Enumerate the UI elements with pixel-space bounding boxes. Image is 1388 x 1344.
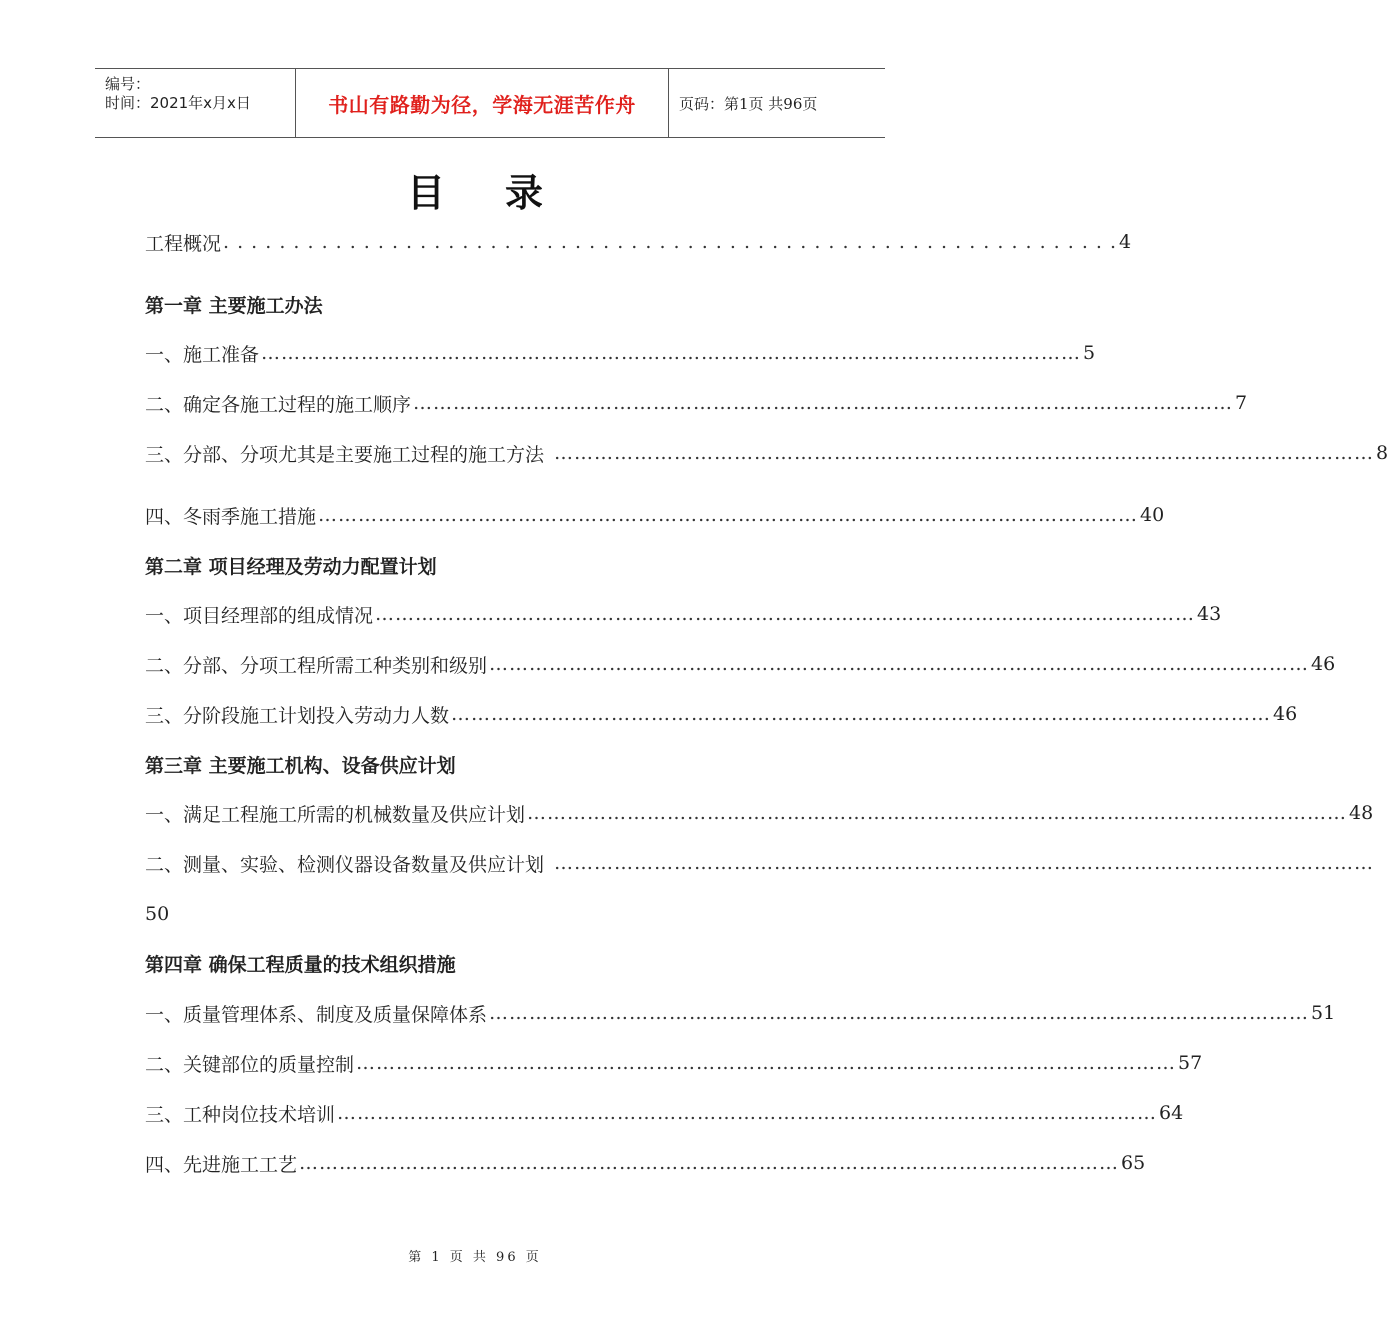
toc-entry-page: 46 [1311,653,1336,675]
toc-chapter-title: 第三章 主要施工机构、设备供应计划 [145,754,456,777]
toc-chapter-title: 第二章 项目经理及劳动力配置计划 [145,555,437,578]
toc-entry-title: 一、施工准备 [145,343,260,366]
toc-chapter[interactable] [145,547,837,583]
toc-entry-title: 三、分阶段施工计划投入劳动力人数 [145,704,450,727]
toc-leader-dots: …………………………………………………………………………………………………………… [489,653,1310,675]
toc-leader-dots: …………………………………………………………………………………………………………… [554,442,1375,464]
toc-leader-dots: …………………………………………………………………………………………………………… [413,392,1234,414]
toc-entry-page: 5 [1083,342,1096,364]
toc-entry-title: 二、关键部位的质量控制 [145,1053,355,1076]
document-number-label: 编号： [105,75,151,93]
toc-entry-page: 8 [1376,442,1388,464]
toc-entry-page: 48 [1349,802,1374,824]
toc-entry-page: 50 [145,903,170,925]
toc-entry-title: 二、测量、实验、检测仪器设备数量及供应计划 [145,853,545,876]
toc-entry-page: 43 [1197,603,1222,625]
toc-entry-page: 51 [1311,1002,1336,1024]
toc-entry-title: 一、项目经理部的组成情况 [145,604,374,627]
toc-entry-page: 46 [1273,703,1298,725]
toc-entry[interactable] [145,385,1248,421]
toc-entry[interactable] [145,1145,1146,1181]
toc-entry-page: 4 [1119,231,1132,253]
toc-entry-page: 57 [1178,1052,1203,1074]
toc-entry[interactable] [145,696,1298,732]
document-time-label: 时间：2021年x月x日 [105,94,251,112]
toc-chapter-title: 第一章 主要施工办法 [145,294,323,317]
toc-leader-dots: …………………………………………………………………………………………………………… [375,603,1196,625]
toc-entry[interactable] [145,995,1336,1031]
toc-leader-dots: …………………………………………………………………………………………………………… [527,802,1348,824]
toc-entry-page: 40 [1140,504,1165,526]
toc-leader-dots: …………………………………………………………………………………………………………… [261,342,1082,364]
toc-entry-title: 三、分部、分项尤其是主要施工过程的施工方法 [145,443,545,466]
toc-entry[interactable] [145,335,1096,371]
toc-leader-dots: …………………………………………………………………………………………………………… [318,504,1139,526]
toc-entry[interactable] [145,224,1132,260]
toc-entry-page: 64 [1159,1102,1184,1124]
page-footer: 第 1 页 共 96 页 [408,1250,542,1265]
toc-entry-page: 7 [1235,392,1248,414]
toc-leader-dots: . . . . . . . . . . . . . . . . . . . . . . . . . . . . . . . . . . . . . . . . . . . . . . . . . . . . . . . . . . . . . . . . [223,231,1118,253]
toc-leader-dots: …………………………………………………………………………………………………………… [451,703,1272,725]
toc-entry[interactable] [145,497,1165,533]
header-page-info: 页码：第1页 共96页 [679,94,818,113]
page-header [95,68,885,138]
toc-entry[interactable] [145,1095,1184,1131]
header-meta [95,69,296,137]
toc-entry-title: 三、工种岗位技术培训 [145,1103,336,1126]
toc-leader-dots: …………………………………………………………………………………………………………… [356,1052,1177,1074]
toc-entry[interactable] [145,646,1336,682]
toc-entry-title: 四、冬雨季施工措施 [145,505,317,528]
toc-leader-dots: …………………………………………………………………………………………………………… [299,1152,1120,1174]
toc-entry-title: 四、先进施工工艺 [145,1153,298,1176]
page-title: 目录 [406,171,603,215]
toc-entry[interactable] [145,1045,1203,1081]
toc-entry-title: 二、确定各施工过程的施工顺序 [145,393,412,416]
toc-entry-page: 65 [1121,1152,1146,1174]
toc-entry-title: 一、满足工程施工所需的机械数量及供应计划 [145,803,526,826]
toc-chapter[interactable] [145,286,837,322]
toc-entry-title: 二、分部、分项工程所需工种类别和级别 [145,654,488,677]
header-motto-cell [296,69,669,137]
toc-leader-dots: …………………………………………………………………………………………………………… [337,1102,1158,1124]
toc-entry-title: 工程概况 [145,232,222,255]
toc-chapter-title: 第四章 确保工程质量的技术组织措施 [145,953,456,976]
header-page-info-cell [669,69,885,137]
toc-leader-dots: …………………………………………………………………………………………………………… [554,852,1375,874]
toc-entry[interactable] [145,596,1222,632]
toc-chapter[interactable] [145,746,837,782]
toc-entry[interactable] [145,845,1375,881]
toc-entry-title: 一、质量管理体系、制度及质量保障体系 [145,1003,488,1026]
header-motto: 书山有路勤为径，学海无涯苦作舟 [328,92,636,117]
toc-entry[interactable] [145,795,1374,831]
toc-leader-dots: …………………………………………………………………………………………………………… [489,1002,1310,1024]
toc-chapter[interactable] [145,945,837,981]
toc-entry[interactable] [145,435,1388,471]
